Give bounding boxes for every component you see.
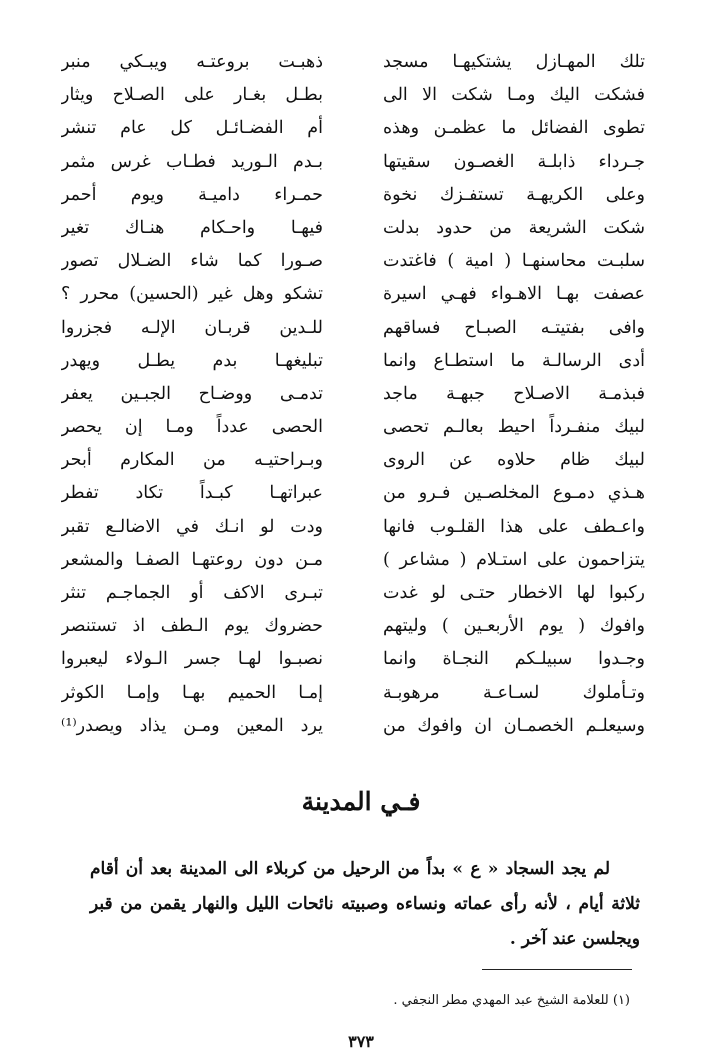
poem-line: تدمـى ووضـاح الجبـين يعفر [61,383,323,404]
poem-line: يرد المعين ومـن يذاد ويصدر⁽¹⁾ [61,715,323,736]
poem-line: وسيعلـم الخصمـان ان وافوك من [383,715,645,736]
section-title: فـي المدينة [301,787,421,816]
poem-line: شكت الشريعة من حدود بدلت [383,217,645,238]
footnote-divider [482,969,632,970]
poem-line: وعلى الكريهـة تستفـزك نخوة [383,184,645,205]
poem-line: مـن دون روعتهـا الصفـا والمشعر [61,549,323,570]
poem-line: حضروك يوم الـطف اذ تستنصر [61,616,323,637]
poem-line: عصفت بهـا الاهـواء فهـي اسيرة [383,284,645,305]
poem-line: هـذي دمـوع المخلصـين فـرو من [383,483,645,504]
poem-line: بـدم الـوريد فطـاب غرس مثمر [61,151,323,172]
poem-line: حمـراء داميـة ويوم أحمر [61,184,323,205]
page-number: ٣٧٣ [348,1032,374,1051]
poem-line: بطـل بغـار على الصـلاح ويثار [61,85,323,106]
poem-line: جـرداء ذابلـة الغصـون سقيتها [383,151,645,172]
poem-line: وجـدوا سبيلـكم النجـاة وانما [383,649,645,670]
prose-paragraph: لم يجد السجاد « ع » بداً من الرحيل من كربلاء الى المدينة بعد أن أقام ثلاثة أيام ، لأنه رأى عماته ونساءه وصبيته نائحات الليل والنهار يقمن من قبر ويجلسن عند آخر . [90,859,640,949]
poem-line: إمـا الحميم بهـا وإمـا الكوثر [61,682,323,703]
poem-line: فشكت اليك ومـا شكت الا الى [383,85,645,106]
poem-line: يتزاحمون على استـلام ( مشاعر ) [383,549,645,570]
poem-line: وبـراحتيـه من المكارم أبحر [61,450,323,471]
poem-line: صـورا كما شاء الضـلال تصور [61,251,323,272]
poem-line: فيهـا واحـكام هنـاك تغير [61,217,323,238]
poem-line: تبـرى الاكف أو الجماجـم تنثر [61,583,323,603]
poem-line: تبليغهـا بدم يطـل ويهدر [61,350,323,371]
poem-line: ذهبـت بروعتـه ويبـكي منبر [61,52,323,72]
poem-line: سلبـت محاسنهـا ( امية ) فاغتدت [383,251,645,272]
footnote: (١) للعلامة الشيخ عبد المهدي مطر النجفي . [393,993,630,1008]
poem-line: أدى الرسالـة ما استطـاع وانما [383,350,645,371]
poem-line: وافى بفتيتـه الصبـاح فساقهم [383,317,645,338]
poem-line: واعـطف على هذا القلـوب فانها [383,516,645,537]
poem-line: نصبـوا لهـا جسر الـولاء ليعبروا [61,649,323,670]
poem-line: ودت لو انـك في الاضالـع تقبر [61,516,323,537]
poem-line: وتـأملوك لسـاعـة مرهوبـة [383,682,645,703]
poem-line: الحصى عدداً ومـا إن يحصر [61,417,323,438]
poem-line: تشكو وهل غير (الحسين) محرر ؟ [61,284,323,305]
poem-line: ركبوا لها الاخطار حتـى لو غدت [383,583,645,603]
poem-line: فبذمـة الاصـلاح جبهـة ماجد [383,383,645,404]
poem-line: للـدين قربـان الإلـه فجزروا [61,317,323,338]
poem-line: أم الفضـائـل كل عام تنشر [61,118,323,139]
poem-line: لبيك ظام حلاوه عن الروى [383,450,645,471]
poem-line: تلك المهـازل يشتكيهـا مسجد [383,52,645,72]
poem-line: وافوك ( يوم الأربعـين ) وليتهم [383,616,645,637]
prose-block [90,852,640,957]
poem-line: لبيك منفـرداً احيط بعالـم تحصى [383,417,645,438]
poem-right-column [383,46,645,743]
poem-line: تطوى الفضائل ما عظمـن وهذه [383,118,645,139]
poem-line: عبراتهـا كبـداً تكاد تفطر [61,483,323,504]
poem [60,46,645,776]
poem-left-column [61,46,323,743]
